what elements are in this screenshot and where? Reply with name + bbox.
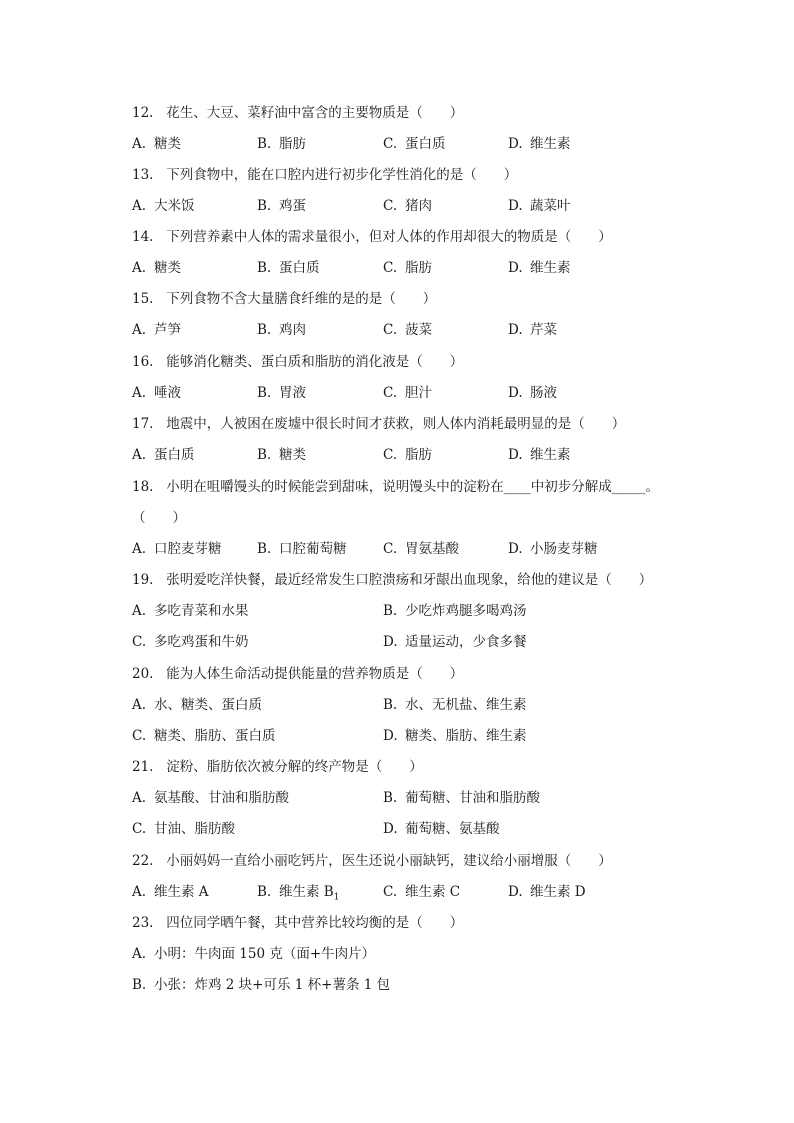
question-23 [132, 914, 463, 932]
option-b: B. 小张：炸鸡 2 块+可乐 1 杯+薯条 1 包 [132, 977, 391, 993]
option-b: B. 胃液 [257, 385, 306, 401]
question-stem: 下列食物中，能在口腔内进行初步化学性消化的是（ ） [166, 167, 518, 183]
option-a: A. 糖类 [132, 136, 181, 152]
option-b: B. 葡萄糖、甘油和脂肪酸 [383, 790, 540, 806]
option-a: A. 蛋白质 [132, 447, 195, 463]
question-16 [132, 353, 463, 371]
question-stem: 淀粉、脂肪依次被分解的终产物是（ ） [166, 759, 423, 775]
option-b: B. 少吃炸鸡腿多喝鸡汤 [383, 603, 527, 619]
question-stem: 四位同学晒午餐，其中营养比较均衡的是（ ） [166, 915, 464, 931]
question-14 [132, 228, 612, 246]
option-a: A. 小明：牛肉面 150 克（面+牛肉片） [132, 946, 376, 962]
question-number: 22. [132, 853, 154, 869]
question-stem: 能够消化糖类、蛋白质和脂肪的消化液是（ ） [166, 354, 464, 370]
question-number: 19. [132, 572, 154, 588]
question-stem: 地震中，人被困在废墟中很长时间才获救，则人体内消耗最明显的是（ ） [166, 416, 626, 432]
option-a: A. 多吃青菜和水果 [132, 603, 249, 619]
option-b: B. 脂肪 [257, 136, 306, 152]
question-12 [132, 104, 463, 122]
question-number: 12. [132, 105, 154, 121]
option-c: C. 多吃鸡蛋和牛奶 [132, 634, 249, 650]
option-d: D. 葡萄糖、氨基酸 [383, 821, 500, 837]
question-number: 13. [132, 167, 154, 183]
option-d: D. 维生素 [508, 260, 571, 276]
question-stem: 能为人体生命活动提供能量的营养物质是（ ） [166, 666, 464, 682]
option-a: A. 唾液 [132, 385, 181, 401]
option-c: C. 菠菜 [383, 322, 432, 338]
question-number: 17. [132, 416, 154, 432]
option-c: C. 猪肉 [383, 198, 432, 214]
question-stem: 花生、大豆、菜籽油中富含的主要物质是（ ） [166, 105, 464, 121]
option-d: D. 蔬菜叶 [508, 198, 571, 214]
option-d: D. 维生素 D [508, 884, 586, 900]
question-stem: 下列营养素中人体的需求量很小，但对人体的作用却很大的物质是（ ） [166, 229, 612, 245]
option-b: B. 口腔葡萄糖 [257, 541, 347, 557]
option-c: C. 甘油、脂肪酸 [132, 821, 235, 837]
question-13 [132, 166, 517, 184]
question-number: 20. [132, 666, 154, 682]
option-d: D. 维生素 [508, 447, 571, 463]
question-number: 16. [132, 354, 154, 370]
option-d: D. 芹菜 [508, 322, 557, 338]
question-number: 14. [132, 229, 154, 245]
question-18 [132, 478, 659, 496]
question-15 [132, 290, 436, 308]
option-a: A. 芦笋 [132, 322, 181, 338]
question-22 [132, 852, 612, 870]
question-number: 21. [132, 759, 154, 775]
option-b: B. 糖类 [257, 447, 306, 463]
option-b: B. 维生素 $B_1$ [257, 884, 340, 903]
option-d: D. 肠液 [508, 385, 557, 401]
question-number: 23. [132, 915, 154, 931]
option-a: A. 氨基酸、甘油和脂肪酸 [132, 790, 289, 806]
option-b: B. 鸡蛋 [257, 198, 306, 214]
subscript: 1 [333, 892, 340, 903]
option-c: C. 脂肪 [383, 447, 432, 463]
option-d: D. 小肠麦芽糖 [508, 541, 598, 557]
option-c: C. 胆汁 [383, 385, 432, 401]
option-b: B. 水、无机盐、维生素 [383, 697, 527, 713]
option-b: B. 蛋白质 [257, 260, 320, 276]
question-stem: 小明在咀嚼馒头的时候能尝到甜味，说明馒头中的淀粉在____中初步分解成_____。 [166, 479, 660, 495]
question-18-answer-brackets: （ ） [132, 510, 186, 526]
question-stem: 张明爱吃洋快餐，最近经常发生口腔溃疡和牙龈出血现象，给他的建议是（ ） [166, 572, 653, 588]
option-a: A. 大米饭 [132, 198, 195, 214]
option-c: C. 蛋白质 [383, 136, 446, 152]
option-d: D. 维生素 [508, 136, 571, 152]
option-a: A. 维生素 A [132, 884, 209, 900]
question-stem: 小丽妈妈一直给小丽吃钙片，医生还说小丽缺钙，建议给小丽增服（ ） [166, 853, 612, 869]
option-c: C. 维生素 C [383, 884, 461, 900]
option-a: A. 糖类 [132, 260, 181, 276]
option-c: C. 胃氨基酸 [383, 541, 459, 557]
option-d: D. 糖类、脂肪、维生素 [383, 728, 527, 744]
question-stem: 下列食物不含大量膳食纤维的是的是（ ） [166, 291, 437, 307]
option-b: B. 鸡肉 [257, 322, 306, 338]
option-c: C. 脂肪 [383, 260, 432, 276]
question-17 [132, 415, 625, 433]
option-a: A. 口腔麦芽糖 [132, 541, 222, 557]
question-number: 18. [132, 479, 154, 495]
option-d: D. 适量运动，少食多餐 [383, 634, 527, 650]
question-21 [132, 758, 423, 776]
question-20 [132, 665, 463, 683]
question-number: 15. [132, 291, 154, 307]
option-c: C. 糖类、脂肪、蛋白质 [132, 728, 276, 744]
question-19 [132, 571, 652, 589]
option-a: A. 水、糖类、蛋白质 [132, 697, 262, 713]
